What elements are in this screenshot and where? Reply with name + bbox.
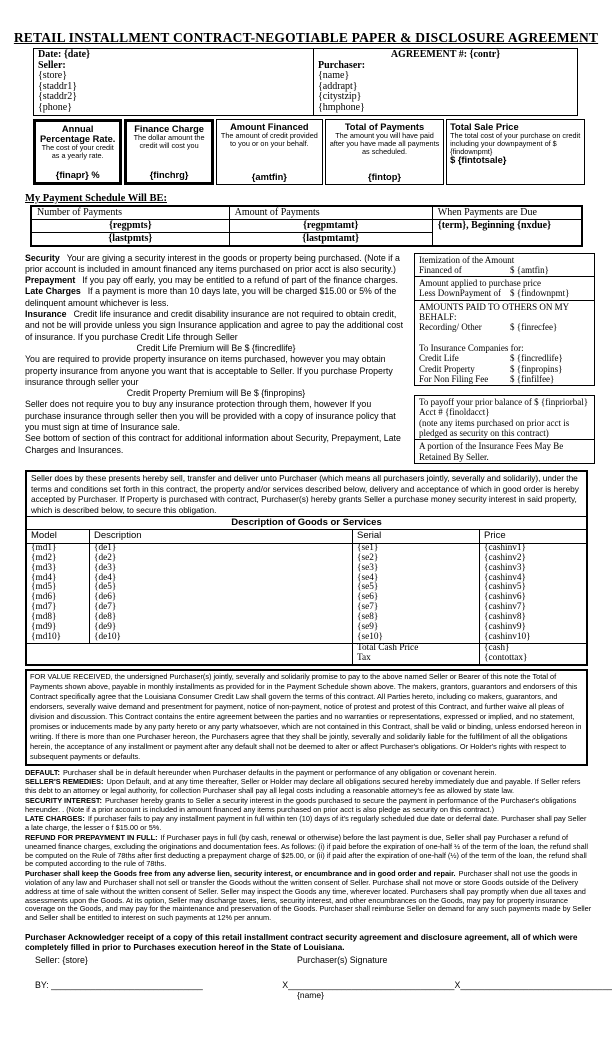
goods-desc-1: {de1} (90, 544, 353, 554)
col-amount-of-payments: Amount of Payments (230, 207, 433, 220)
date-line: Date: {date} (38, 49, 91, 60)
sellers-remedies-text: Upon Default, and at any time thereafter, Seller or Holder may declare all obligations secured hereby immediately due and payable. If Seller refers this debt to an attorney or legal authority, for collection Purchaser shall pay all legal costs including a reasonable attorney's fee as allowed by state law. (25, 777, 581, 796)
prior-balance-line1: To payoff your prior balance of $ {finpriorbal} (419, 397, 589, 408)
goods-desc-2: {de2} (90, 554, 353, 564)
insurance-notice-lead: Insurance (25, 309, 67, 320)
goods-serial-2: {se2} (353, 554, 480, 564)
signature-caption-spacer (35, 990, 297, 1000)
security-notice-lead: Security (25, 252, 60, 263)
seller-phone: {phone} (38, 101, 73, 113)
total-of-payments-body: The amount you will have paid after you have made all payments as scheduled. (329, 130, 440, 157)
goods-desc-3: {de3} (90, 564, 353, 574)
apr-box (33, 119, 122, 185)
goods-desc-4: {de4} (90, 574, 353, 584)
seller-block (34, 49, 314, 115)
goods-serial-6: {se6} (353, 593, 480, 603)
default-clause-text: Purchaser shall be in default hereunder when Purchaser defaults in the payment or performance of any obligation or covenant herein. (62, 767, 497, 777)
credit-property-value: $ {finpropins} (510, 363, 563, 374)
fed-box-notices (25, 253, 407, 464)
col-number-of-payments: Number of Payments (32, 207, 230, 220)
purchaser-name: {name} (318, 70, 350, 82)
default-clause (25, 769, 592, 778)
seller-address2: {staddr2} (38, 91, 78, 103)
prior-balance-box (414, 395, 595, 440)
keep-goods-clause (25, 870, 592, 923)
goods-col-description: Description (90, 530, 353, 544)
late-charges-notice (25, 286, 407, 309)
goods-serial-10: {se10} (353, 633, 480, 643)
sellers-remedies-lead: SELLER'S REMEDIES: (25, 777, 104, 787)
insurance-notice-text: Credit life insurance and credit disability insurance are not required to obtain credit, and not be will provide unless you sign Insurance application and agree to pay the additional cost of insurance. If you purchase Credit Life through Seller (25, 309, 404, 342)
goods-price-8: {cashinv8} (484, 612, 526, 623)
itemization-amount-financed-box (414, 253, 595, 278)
fees-retained-line2: Retained By Seller. (419, 451, 489, 462)
recording-other-label: Recording/ Other (419, 322, 482, 333)
prior-balance-note1: (note any items purchased on prior acct is (419, 417, 570, 428)
goods-price-1: {cashinv1} (484, 542, 526, 553)
col-when-payments-due: When Payments are Due (433, 207, 581, 220)
fees-retained-line1: A portion of the Insurance Fees May Be (419, 441, 564, 452)
finance-charge-box (124, 119, 213, 185)
amount-financed-value: {amtfin} (251, 172, 287, 183)
goods-table-title: Description of Goods or Services (27, 516, 586, 530)
goods-model-8: {md8} (27, 613, 90, 623)
for-value-received-paragraph: FOR VALUE RECEIVED, the undersigned Purchaser(s) jointly, severally and solidarily promise to pay to the above named Seller or Bearer of this note the Total of Payments shown above, payable in monthly installments as provided for in the Payment Schedule shown above. The makers, grantors, guarantors and endorsers of this Contract specifically agree that the Louisiana Consumer Credit Law shall govern the terms of this contract. All Parties hereto, including co makers, guarantors, and endorsers, severally waive demand and presentment for payment, notice of non-payment, notice of protest and protest of this Contract, and further waive all pleas of division and discussion. This Contract contains the entire agreement between the parties and no warranties or representations, expressed or implied, and no statement, promises or inducements made by any party hereto or any party whatsoever, which are not contained in this Contract, shall be valid or binding, unless endorsed hereon in writing. If there is more than one Purchaser hereon, the Purchasers agree that they shall be jointly, severally and solidarily liable for the fulfillment of all the obligations herein, the acceptance of any installment or payment after any default shall not be deemed to alter or affect Purchaser's obligations. Or Holder's rights with respect to subsequent payments or defaults. (25, 669, 588, 766)
goods-price-4: {cashinv4} (484, 572, 526, 583)
goods-col-price: Price (480, 530, 586, 544)
goods-price-10: {cashinv10} (484, 631, 531, 642)
x-signature-line-2: X_______________________________ (454, 980, 612, 991)
page-title: RETAIL INSTALLMENT CONTRACT-NEGOTIABLE PAPER & DISCLOSURE AGREEMENT (13, 30, 599, 45)
total-of-payments-value: {fintop} (367, 172, 402, 183)
payment-schedule-table (30, 205, 583, 247)
prepayment-notice (25, 275, 407, 286)
goods-price-5: {cashinv5} (484, 582, 526, 593)
regular-payment-amount: {regpmtamt} (230, 220, 433, 233)
non-filing-fee-value: $ {finfilfee} (510, 373, 555, 384)
clauses-section (25, 769, 592, 924)
goods-model-1: {md1} (27, 544, 90, 554)
total-sale-price-heading: Total Sale Price (450, 121, 519, 132)
goods-model-3: {md3} (27, 564, 90, 574)
total-sale-price-body: The total cost of your purchase on credit including your downpayment of $ {findownpmt} (450, 130, 581, 157)
goods-col-serial: Serial (353, 530, 480, 544)
credit-life-label: Credit Life (419, 353, 459, 364)
amount-financed-box (216, 119, 323, 185)
by-label: BY: (35, 980, 49, 991)
goods-model-9: {md9} (27, 623, 90, 633)
total-of-payments-heading: Total of Payments (344, 121, 425, 132)
goods-model-6: {md6} (27, 593, 90, 603)
last-payment-amount: {lastpmtamt} (230, 233, 433, 245)
sellers-remedies-clause (25, 778, 592, 796)
regular-payments-count: {regpmts} (32, 220, 230, 233)
tax-label: Tax (353, 654, 480, 664)
signature-labels-row (35, 955, 612, 965)
goods-price-3: {cashinv3} (484, 562, 526, 573)
agreement-number: AGREEMENT #: {contr} (390, 49, 501, 60)
prepayment-notice-lead: Prepayment (25, 275, 76, 286)
late-charges-clause (25, 815, 592, 833)
x-signature-line-1: X__________________________________ (282, 980, 455, 991)
goods-price-7: {cashinv7} (484, 602, 526, 613)
recording-other-value: $ {finrecfee} (510, 322, 558, 333)
seller-address1: {staddr1} (38, 80, 78, 92)
contract-page (0, 30, 612, 1038)
middle-section (25, 253, 612, 464)
property-insurance-notice: You are required to provide property insurance on items purchased, however you may obtain property insurance from anyone you want that is acceptable to Seller. If you purchase Property insurance through seller your (25, 354, 393, 387)
goods-serial-8: {se8} (353, 613, 480, 623)
by-blank-line: _______________________________ (51, 980, 203, 991)
goods-model-10: {md10} (27, 633, 90, 643)
goods-price-6: {cashinv6} (484, 592, 526, 603)
itemization-column (414, 253, 595, 464)
last-payments-count: {lastpmts} (32, 233, 230, 245)
goods-serial-5: {se5} (353, 583, 480, 593)
security-interest-text: Purchaser hereby grants to Seller a security interest in the goods purchased to secure the payment in performance of the Purchaser's obligations hereunder. . (Note if a prior account is included in amount financed any items purchased on prior acct is also pledge as security on this contract.) (25, 795, 577, 814)
finance-charge-body: The dollar amount the credit will cost you (133, 132, 205, 150)
goods-serial-4: {se4} (353, 574, 480, 584)
purchaser-name-caption: {name} (297, 990, 324, 1001)
goods-desc-6: {de6} (90, 593, 353, 603)
seller-store: {store} (38, 70, 68, 82)
purchaser-x-lines (282, 980, 612, 990)
goods-total-spacer (27, 643, 353, 654)
goods-desc-7: {de7} (90, 603, 353, 613)
amounts-paid-others-box (414, 301, 595, 386)
goods-desc-9: {de9} (90, 623, 353, 633)
no-insurance-required-notice: Seller does not require you to buy any insurance protection through them, however If you purchase insurance through seller then you will be provided with a copy of insurance policy that you must sign at time of Insurance sale. (25, 399, 396, 433)
late-charges-text: If purchaser fails to pay any installment payment in full within ten (10) days of it's regularly scheduled due date or deferral date. Purchaser shall pay Seller a late charge, the lesser o f $15.00 or 5%. (25, 814, 587, 833)
security-notice (25, 253, 407, 276)
total-cash-price-value: {cash} (480, 643, 586, 654)
goods-model-4: {md4} (27, 574, 90, 584)
late-charges-notice-text: If a payment is more than 10 days late, you will be charged $15.00 or 5% of the delinquent amount whichever is less. (25, 286, 397, 308)
total-of-payments-box (325, 119, 444, 185)
financed-of-label: Financed of (419, 264, 462, 275)
goods-section (25, 470, 588, 666)
itemization-gap (414, 386, 595, 395)
goods-model-2: {md2} (27, 554, 90, 564)
apr-body: The cost of your credit as a yearly rate. (41, 142, 114, 161)
amount-applied-line: Amount applied to purchase price (419, 278, 541, 289)
seller-signature-label: Seller: {store} (35, 955, 88, 966)
signature-spacer (35, 965, 612, 980)
itemization-line1: Itemization of the Amount (419, 254, 515, 265)
downpayment-box (414, 277, 595, 301)
amount-financed-body: The amount of credit provided to you or on your behalf. (220, 130, 318, 148)
security-notice-text: Your are giving a security interest in the goods or property being purchased. (Note if a prior account is included in amount financed any items purchased on prior acct is also security.) (25, 252, 400, 274)
finance-charge-value: {finchrg} (149, 170, 189, 181)
keep-goods-lead: Purchaser shall keep the Goods free from any adverse lien, security interest, or encumbrance and in good order and repair. (25, 869, 456, 879)
purchaser-label: Purchaser: (318, 59, 366, 71)
purchaser-signature-label: Purchaser(s) Signature (297, 955, 388, 966)
goods-table (27, 530, 586, 663)
payment-schedule-title: My Payment Schedule Will BE: (25, 192, 167, 204)
signature-section (35, 955, 612, 1000)
goods-col-model: Model (27, 530, 90, 544)
amount-financed-heading: Amount Financed (230, 121, 309, 132)
insurance-fees-retained-box (414, 440, 595, 464)
purchaser-block (314, 49, 577, 115)
late-charges-notice-lead: Late Charges (25, 286, 81, 297)
credit-life-premium-line: Credit Life Premium will Be $ {fincredlife} (136, 342, 296, 353)
financed-of-value: $ {amtfin} (510, 264, 549, 275)
parties-header-table (33, 48, 578, 116)
total-sale-price-box (446, 119, 585, 185)
goods-model-5: {md5} (27, 583, 90, 593)
goods-serial-9: {se9} (353, 623, 480, 633)
goods-desc-5: {de5} (90, 583, 353, 593)
goods-model-7: {md7} (27, 603, 90, 613)
goods-desc-8: {de8} (90, 613, 353, 623)
less-downpayment-label: Less DownPayment of (419, 288, 501, 299)
goods-tax-spacer (27, 654, 353, 664)
goods-desc-10: {de10} (90, 633, 353, 643)
prior-balance-acct: Acct # {finoldacct} (419, 407, 490, 418)
goods-price-2: {cashinv2} (484, 552, 526, 563)
keep-goods-text: Purchaser shall not use the goods in violation of any law and Purchaser shall not sell or transfer the Goods without the written consent of Seller. Purchase shall not move or store Goods outside of the Delivery address at time of sale without the written consent of Seller. Seller may inspect the Goods any time, wherever located. Purchasers shall pay promptly when due all taxes and assessments upon the Goods. At its option, Seller may discharge taxes, liens, security interest, and other encumbrances on the Goods, may pay for property insurance coverage on the Goods, and may pay for the maintenance and preservation of the Goods. Purchaser shall reimburse Seller on demand for any such payments made by Seller and Seller shall be entitled to interest on such payments at 12% per annum. (25, 869, 592, 923)
signature-lines-row (35, 980, 612, 990)
amounts-paid-heading1: AMOUNTS PAID TO OTHERS ON MY (419, 301, 570, 312)
purchaser-address: {addrapt} (318, 80, 358, 92)
refund-prepayment-text: If Purchaser pays in full (by cash, renewal or otherwise) before the last payment is due, Seller shall pay Purchaser a refund of unearned finance charges, excluding the originations and documentation fees. As follows: (i) if paid before the expiration of one-half ½ of the term of the loan, the refund shall be computed on the Rule of 78ths after first deducting a prepayment charge of $25.00, or (ii) if paid after the expiration of one-half (½) of the term of the loan, the refund shall be computed according to the rule of 78ths. (25, 833, 588, 869)
tila-disclosure-row (33, 119, 585, 185)
tax-value: {contottax} (484, 652, 528, 663)
security-interest-lead: SECURITY INTEREST: (25, 795, 102, 805)
credit-life-value: $ {fincredlife} (510, 353, 563, 364)
see-bottom-notice: See bottom of section of this contract for additional information about Security, Prepayment, Late Charges and Insurances. (25, 433, 401, 455)
goods-price-9: {cashinv9} (484, 622, 526, 633)
purchaser-citystzip: {citystzip} (318, 91, 362, 103)
non-filing-fee-label: For Non Filing Fee (419, 373, 489, 384)
goods-intro-paragraph: Seller does by these presents hereby sell, transfer and deliver unto Purchaser (which means all purchasers jointly, severally and solidarily), under the terms and conditions set forth in this contract, the property and/or services described below, delivery and acceptance of which in good order is hereby accepted by Purchaser. If Property is purchased with contract, Purchaser(s) hereby grants Seller a purchase money security interest in said property, which is described below, to secure this obligation. (31, 472, 579, 515)
goods-serial-1: {se1} (353, 544, 480, 554)
acknowledgment-paragraph: Purchaser Acknowledger receipt of a copy of this retail installment contract security agreement and disclosure agreement, all of which were completely filled in prior to Purchases execution hereof in the State of Louisiana. (25, 932, 578, 953)
prior-balance-note2: pledged as security on this contract) (419, 428, 549, 439)
insurance-notice (25, 309, 407, 343)
apr-heading: Annual Percentage Rate. (39, 123, 116, 144)
insurance-companies-subhead: To Insurance Companies for: (419, 342, 524, 353)
late-charges-lead: LATE CHARGES: (25, 814, 85, 824)
credit-property-label: Credit Property (419, 363, 475, 374)
refund-prepayment-lead: REFUND FOR PREPAYMENT IN FULL: (25, 833, 158, 843)
payments-due-text: {term}, Beginning {nxdue} (437, 219, 552, 231)
less-downpayment-value: $ {findownpmt} (510, 288, 570, 299)
purchaser-phone: {hmphone} (318, 101, 365, 113)
default-clause-lead: DEFAULT: (25, 767, 60, 777)
signature-caption-row (35, 990, 612, 1000)
credit-property-premium-line: Credit Property Premium will Be $ {finpropins} (126, 388, 306, 399)
amounts-paid-heading2: BEHALF: (419, 312, 457, 323)
goods-serial-3: {se3} (353, 564, 480, 574)
total-cash-price-label: Total Cash Price (353, 643, 480, 654)
refund-prepayment-clause (25, 834, 592, 869)
prepayment-notice-text: If you pay off early, you may be entitled to a refund of part of the finance charges. (82, 275, 398, 286)
by-signature-line (35, 980, 282, 990)
seller-label: Seller: (38, 59, 66, 71)
security-interest-clause (25, 797, 592, 815)
apr-value: {finapr} % (55, 170, 100, 181)
finance-charge-heading: Finance Charge (134, 123, 204, 134)
goods-serial-7: {se7} (353, 603, 480, 613)
total-sale-price-value: $ {fintotsale} (450, 155, 507, 166)
blank-spacer-line (419, 333, 590, 343)
